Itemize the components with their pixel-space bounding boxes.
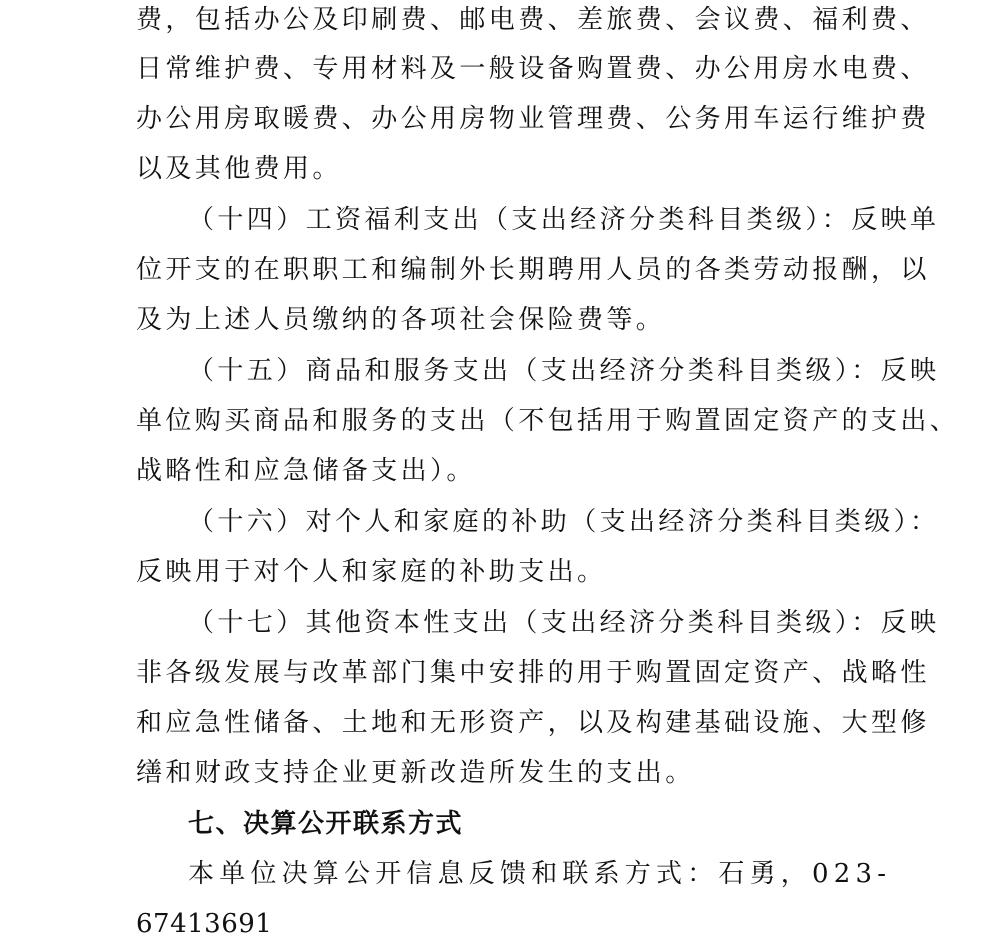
contact-line: 本单位决算公开信息反馈和联系方式：石勇，023- [188,859,892,889]
paragraph-line: 和应急性储备、土地和无形资产，以及构建基础设施、大型修 [136,708,930,738]
paragraph-line: 及为上述人员缴纳的各项社会保险费等。 [136,305,666,335]
paragraph-line: 位开支的在职职工和编制外长期聘用人员的各类劳动报酬，以 [136,255,930,285]
paragraph-line: 办公用房取暖费、办公用房物业管理费、公务用车运行维护费 [136,104,930,134]
paragraph-line: 反映用于对个人和家庭的补助支出。 [136,557,607,587]
paragraph-line: （十六）对个人和家庭的补助（支出经济分类科目类级）： [188,507,940,537]
paragraph-line: 非各级发展与改革部门集中安排的用于购置固定资产、战略性 [136,658,930,688]
paragraph-line: （十五）商品和服务支出（支出经济分类科目类级）：反映 [188,356,940,386]
paragraph-line: （十四）工资福利支出（支出经济分类科目类级）：反映单 [188,205,940,235]
paragraph-line: 缮和财政支持企业更新改造所发生的支出。 [136,758,695,788]
paragraph-line: （十七）其他资本性支出（支出经济分类科目类级）：反映 [188,608,940,638]
paragraph-line: 战略性和应急储备支出）。 [136,456,476,486]
paragraph-line: 日常维护费、专用材料及一般设备购置费、办公用房水电费、 [136,54,930,84]
section-heading: 七、决算公开联系方式 [188,809,464,839]
contact-phone: 67413691 [136,909,273,939]
paragraph-line: 以及其他费用。 [136,154,342,184]
paragraph-line: 单位购买商品和服务的支出（不包括用于购置固定资产的支出、 [136,406,960,436]
paragraph-line: 费，包括办公及印刷费、邮电费、差旅费、会议费、福利费、 [136,5,930,35]
